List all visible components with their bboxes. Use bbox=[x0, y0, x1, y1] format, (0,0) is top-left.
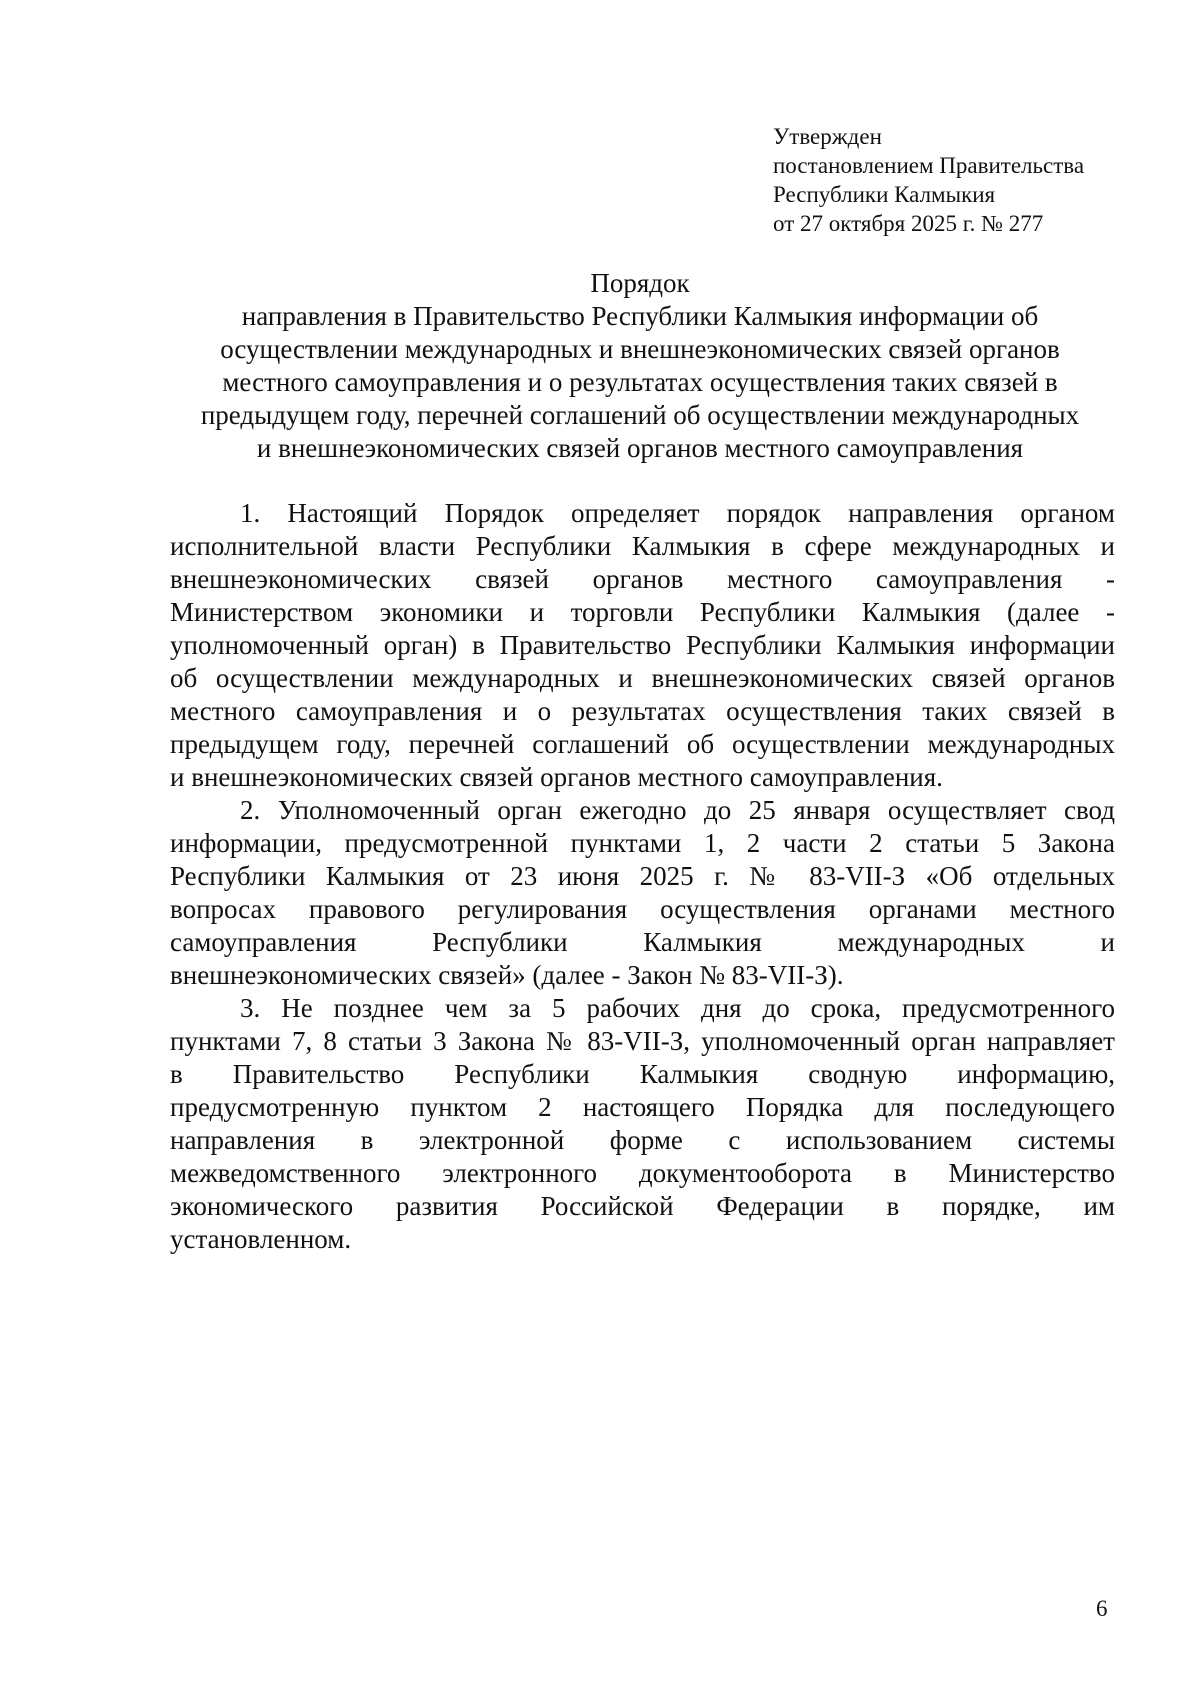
paragraph-2 bbox=[170, 794, 1115, 992]
paragraph-line: предусмотренную пунктом 2 настоящего Порядка для последующего bbox=[170, 1092, 1115, 1122]
paragraph-3 bbox=[170, 992, 1115, 1256]
document-title bbox=[165, 267, 1115, 465]
paragraph-line: 1. Настоящий Порядок определяет порядок направления органом bbox=[240, 498, 1115, 528]
title-line: предыдущем году, перечней соглашений об осуществлении международных bbox=[200, 400, 1080, 430]
paragraph-line: установленном. bbox=[170, 1224, 352, 1254]
paragraph-line: межведомственного электронного документооборота в Министерство bbox=[170, 1158, 1115, 1188]
paragraph-line: уполномоченный орган) в Правительство Республики Калмыкия информации bbox=[170, 630, 1115, 660]
paragraph-line: предыдущем году, перечней соглашений об осуществлении международных bbox=[170, 729, 1115, 759]
paragraph-line: направления в электронной форме с использованием системы bbox=[170, 1125, 1115, 1155]
paragraph-line: Республики Калмыкия от 23 июня 2025 г. № 83-VII-З «Об отдельных bbox=[170, 861, 1115, 891]
paragraph-line: внешнеэкономических связей» (далее - Закон № 83-VII-З). bbox=[170, 960, 844, 990]
title-line: местного самоуправления и о результатах осуществления таких связей в bbox=[222, 367, 1058, 397]
paragraph-line: местного самоуправления и о результатах осуществления таких связей в bbox=[170, 696, 1115, 726]
approval-line: Утвержден bbox=[773, 124, 882, 149]
approval-line: постановлением Правительства bbox=[773, 153, 1085, 178]
paragraph-line: исполнительной власти Республики Калмыкия в сфере международных и bbox=[170, 531, 1115, 561]
paragraph-line: самоуправления Республики Калмыкия международных и bbox=[170, 927, 1115, 957]
paragraph-line: экономического развития Российской Федерации в порядке, им bbox=[170, 1191, 1115, 1221]
title-line: направления в Правительство Республики Калмыкия информации об bbox=[241, 301, 1039, 331]
document-body bbox=[170, 497, 1115, 1256]
paragraph-line: информации, предусмотренной пунктами 1, 2 части 2 статьи 5 Закона bbox=[170, 828, 1115, 858]
paragraph-1 bbox=[170, 497, 1115, 794]
paragraph-line: пунктами 7, 8 статьи 3 Закона № 83-VII-З, уполномоченный орган направляет bbox=[170, 1026, 1115, 1056]
title-line: и внешнеэкономических связей органов местного самоуправления bbox=[256, 433, 1024, 463]
paragraph-line: 3. Не позднее чем за 5 рабочих дня до срока, предусмотренного bbox=[240, 993, 1115, 1023]
paragraph-line: 2. Уполномоченный орган ежегодно до 25 января осуществляет свод bbox=[240, 795, 1115, 825]
approval-stamp bbox=[773, 122, 1084, 238]
paragraph-line: внешнеэкономических связей органов местного самоуправления - bbox=[170, 564, 1115, 594]
paragraph-line: Министерством экономики и торговли Республики Калмыкия (далее - bbox=[170, 597, 1115, 627]
title-line: осуществлении международных и внешнеэкономических связей органов bbox=[220, 334, 1060, 364]
approval-line: Республики Калмыкия bbox=[773, 182, 996, 207]
paragraph-line: об осуществлении международных и внешнеэкономических связей органов bbox=[170, 663, 1115, 693]
page-number: 6 bbox=[1096, 1596, 1108, 1621]
title-line: Порядок bbox=[590, 268, 690, 298]
paragraph-line: в Правительство Республики Калмыкия сводную информацию, bbox=[170, 1059, 1115, 1089]
paragraph-line: вопросах правового регулирования осуществления органами местного bbox=[170, 894, 1115, 924]
approval-line: от 27 октября 2025 г. № 277 bbox=[773, 211, 1044, 236]
paragraph-line: и внешнеэкономических связей органов местного самоуправления. bbox=[170, 762, 943, 792]
